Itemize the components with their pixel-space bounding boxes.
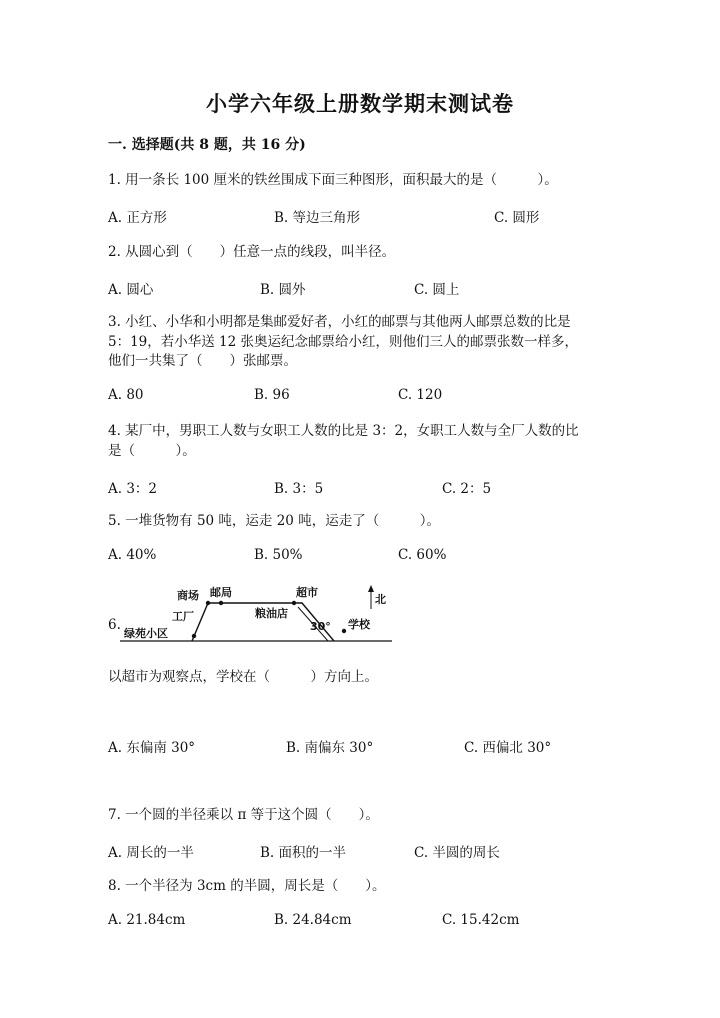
question-5: 5. 一堆货物有 50 吨，运走 20 吨，运走了（ ）。 xyxy=(108,513,440,529)
q4-option-b[interactable]: B. 3：5 xyxy=(274,481,324,497)
page-title: 小学六年级上册数学期末测试卷 xyxy=(206,91,514,116)
question-3-line-3: 他们一共集了（ ）张邮票。 xyxy=(108,353,297,369)
question-2: 2. 从圆心到（ ）任意一点的线段，叫半径。 xyxy=(108,244,396,260)
q7-option-c[interactable]: C. 半圆的周长 xyxy=(414,845,500,861)
label-angle: 30° xyxy=(310,620,331,633)
factory-dot xyxy=(192,634,196,638)
q5-option-a[interactable]: A. 40% xyxy=(108,547,157,563)
q7-option-b[interactable]: B. 面积的一半 xyxy=(260,845,347,861)
map-diagram xyxy=(120,583,400,645)
label-post: 邮局 xyxy=(210,586,232,599)
question-4-line-1: 4. 某厂中，男职工人数与女职工人数的比是 3：2，女职工人数与全厂人数的比 xyxy=(108,423,579,439)
school-dot xyxy=(342,629,346,633)
label-factory: 工厂 xyxy=(172,610,194,623)
q8-option-b[interactable]: B. 24.84cm xyxy=(274,912,352,928)
question-6: 以超市为观察点，学校在（ ）方向上。 xyxy=(108,669,378,685)
question-8: 8. 一个半径为 3cm 的半圆，周长是（ ）。 xyxy=(108,878,386,894)
q3-option-c[interactable]: C. 120 xyxy=(398,387,443,403)
q1-option-b[interactable]: B. 等边三角形 xyxy=(274,210,361,226)
q3-option-b[interactable]: B. 96 xyxy=(254,387,290,403)
q5-option-c[interactable]: C. 60% xyxy=(398,547,447,563)
q1-option-c[interactable]: C. 圆形 xyxy=(494,210,540,226)
market-dot xyxy=(292,601,296,605)
q8-option-c[interactable]: C. 15.42cm xyxy=(442,912,520,928)
q6-option-a[interactable]: A. 东偏南 30° xyxy=(108,740,196,756)
label-mall: 商场 xyxy=(177,589,199,602)
q2-option-b[interactable]: B. 圆外 xyxy=(260,282,306,298)
label-market: 超市 xyxy=(296,586,318,599)
q2-option-a[interactable]: A. 圆心 xyxy=(108,282,154,298)
label-grain: 粮油店 xyxy=(255,607,288,620)
q1-option-a[interactable]: A. 正方形 xyxy=(108,210,167,226)
q5-option-b[interactable]: B. 50% xyxy=(254,547,303,563)
q6-option-b[interactable]: B. 南偏东 30° xyxy=(286,740,374,756)
post-dot xyxy=(219,601,223,605)
label-school: 学校 xyxy=(348,618,370,631)
question-7: 7. 一个圆的半径乘以 π 等于这个圆（ ）。 xyxy=(108,807,379,823)
question-3-line-1: 3. 小红、小华和小明都是集邮爱好者，小红的邮票与其他两人邮票总数的比是 xyxy=(108,314,571,330)
q2-option-c[interactable]: C. 圆上 xyxy=(414,282,460,298)
north-arrow-icon xyxy=(368,585,374,592)
question-6-number: 6. xyxy=(108,617,121,633)
q8-option-a[interactable]: A. 21.84cm xyxy=(108,912,186,928)
section-heading: 一. 选择题(共 8 题，共 16 分) xyxy=(108,137,306,153)
q4-option-c[interactable]: C. 2：5 xyxy=(442,481,492,497)
q4-option-a[interactable]: A. 3：2 xyxy=(108,481,158,497)
label-north: 北 xyxy=(375,593,386,606)
q3-option-a[interactable]: A. 80 xyxy=(108,387,144,403)
q7-option-a[interactable]: A. 周长的一半 xyxy=(108,845,194,861)
label-community: 绿苑小区 xyxy=(124,627,168,640)
q6-option-c[interactable]: C. 西偏北 30° xyxy=(464,740,552,756)
mall-dot xyxy=(206,601,210,605)
question-4-line-2: 是（ ）。 xyxy=(108,443,196,459)
question-3-line-2: 5：19，若小华送 12 张奥运纪念邮票给小红，则他们三人的邮票张数一样多， xyxy=(108,334,579,350)
question-1: 1. 用一条长 100 厘米的铁丝围成下面三种图形，面积最大的是（ ）。 xyxy=(108,172,558,188)
